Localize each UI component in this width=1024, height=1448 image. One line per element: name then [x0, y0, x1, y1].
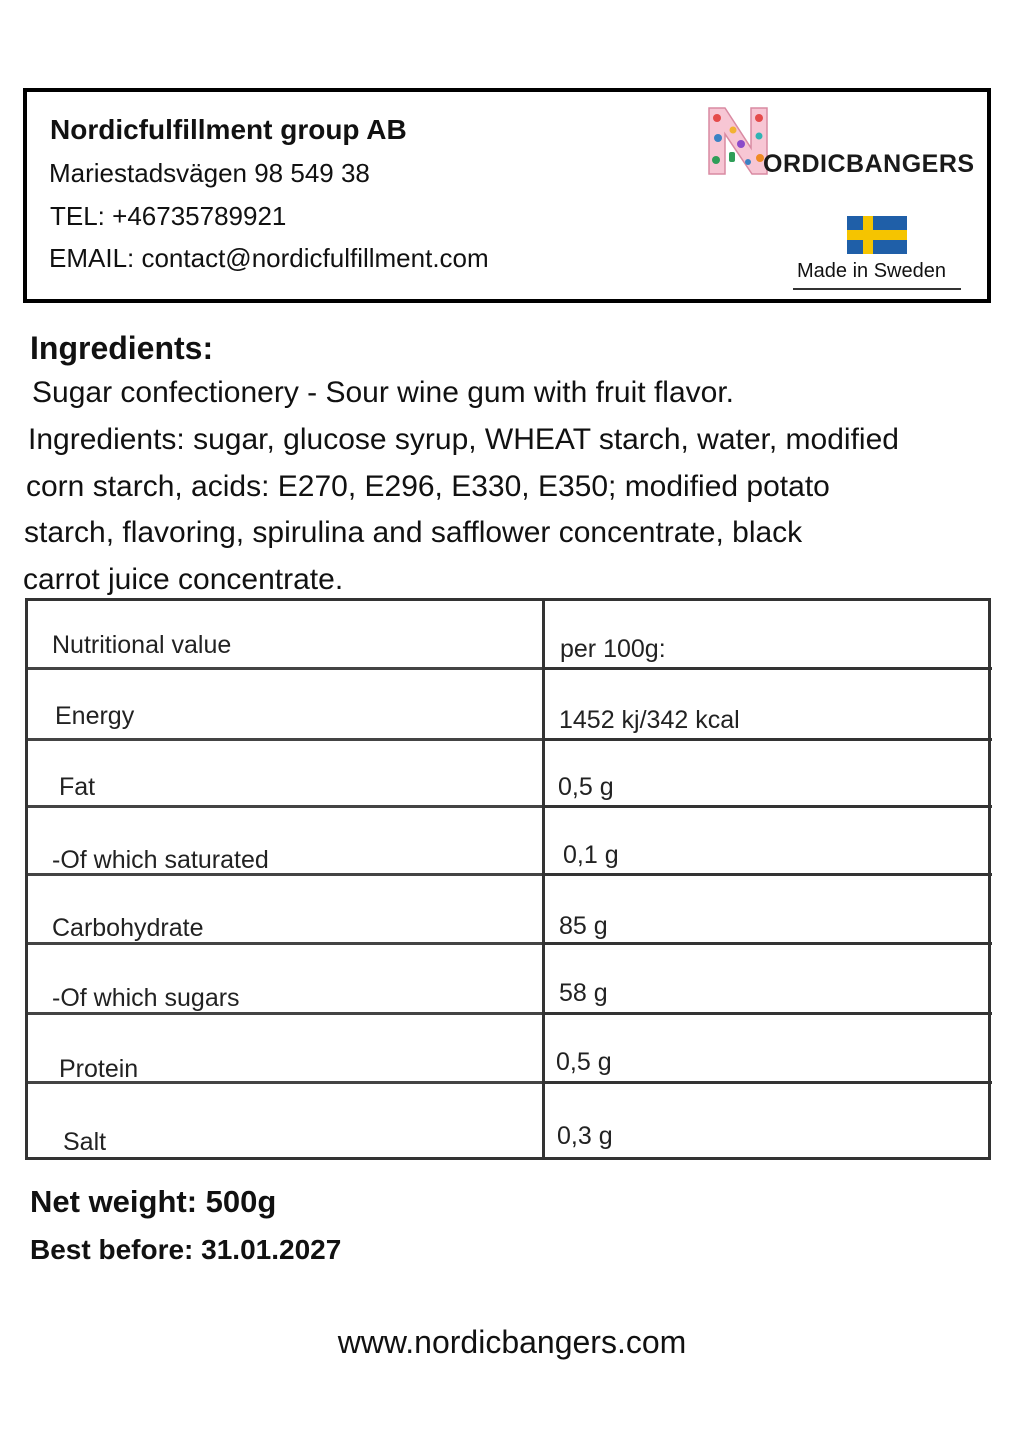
nutrition-value: per 100g:: [560, 635, 666, 663]
table-row-divider: [28, 805, 542, 808]
nutrition-label: -Of which saturated: [52, 846, 269, 874]
table-row-divider: [542, 1012, 992, 1015]
company-phone: TEL: +46735789921: [50, 201, 287, 231]
nutrition-value: 0,3 g: [557, 1122, 613, 1150]
brand-name-text: ORDICBANGERS: [763, 150, 975, 178]
table-row-divider: [542, 667, 992, 670]
company-address: Mariestadsvägen 98 549 38: [49, 158, 370, 188]
ingredients-line: carrot juice concentrate.: [23, 563, 344, 596]
nutrition-label: Salt: [63, 1128, 107, 1156]
table-row-divider: [542, 805, 992, 808]
ingredients-line: corn starch, acids: E270, E296, E330, E350; modified potato: [26, 470, 830, 503]
ingredients-line: starch, flavoring, spirulina and safflower concentrate, black: [24, 516, 803, 549]
nutrition-value: 0,5 g: [558, 773, 614, 801]
made-in-underline: [793, 288, 961, 290]
table-row-divider: [28, 667, 542, 670]
ingredients-heading: Ingredients:: [30, 330, 214, 366]
nutrition-value: 85 g: [559, 912, 608, 940]
company-email: EMAIL: contact@nordicfulfillment.com: [49, 243, 489, 273]
ingredients-line: Ingredients: sugar, glucose syrup, WHEAT starch, water, modified: [28, 423, 899, 456]
nutrition-label: Nutritional value: [52, 631, 232, 659]
company-info-box: [23, 88, 991, 303]
nordicbangers-logo: [705, 104, 980, 180]
nutrition-label: Fat: [59, 773, 96, 801]
ingredients-line: Sugar confectionery - Sour wine gum with fruit flavor.: [32, 376, 734, 409]
net-weight: Net weight: 500g: [30, 1184, 277, 1219]
best-before-date: Best before: 31.01.2027: [30, 1234, 342, 1265]
nutrition-label: Carbohydrate: [52, 914, 204, 942]
nutrition-value: 0,5 g: [556, 1048, 612, 1076]
company-name: Nordicfulfillment group AB: [50, 114, 407, 145]
table-row-divider: [28, 738, 542, 741]
table-row-divider: [542, 942, 992, 945]
sweden-flag-icon: [847, 216, 907, 254]
table-row-divider: [542, 738, 992, 741]
table-column-divider: [542, 601, 545, 1157]
nutrition-label: Energy: [55, 702, 135, 730]
website-url: www.nordicbangers.com: [337, 1324, 687, 1360]
nutrition-value: 58 g: [559, 979, 608, 1007]
made-in-label: Made in Sweden: [797, 260, 946, 282]
table-row-divider: [542, 873, 992, 876]
nutrition-label: -Of which sugars: [52, 984, 240, 1012]
nutrition-value: 1452 kj/342 kcal: [559, 706, 740, 734]
nutrition-table: [25, 598, 991, 1160]
table-row-divider: [542, 1081, 992, 1084]
nutrition-value: 0,1 g: [563, 841, 619, 869]
nutrition-label: Protein: [59, 1055, 139, 1083]
